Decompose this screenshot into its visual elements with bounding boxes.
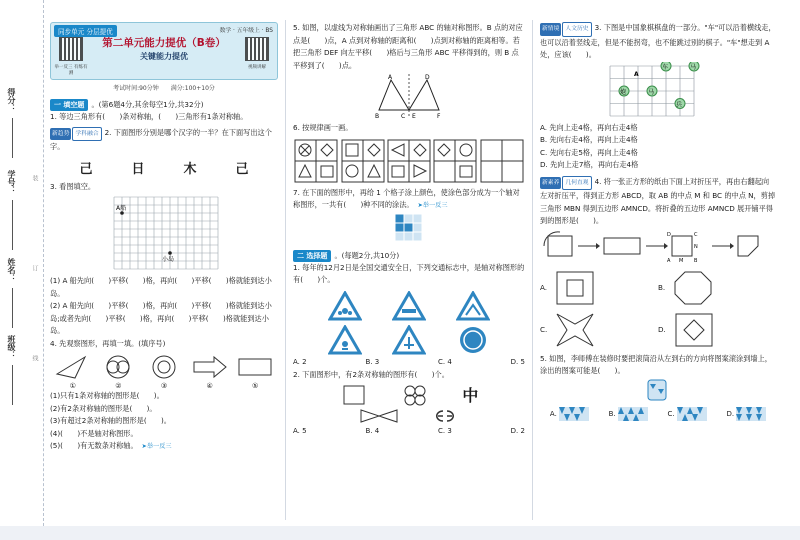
label-target-a: A [634,70,639,78]
choice-1: 1. 每年的12月2日是全国交通安全日，下列交通标志中，是轴对称图形的有( )个。 [293,262,525,284]
label-soldier: 兵 [676,101,683,108]
c4-option-b-label: B. [658,283,666,292]
choice-3 [540,22,776,62]
fold-label-m: M [679,257,684,264]
c5-option-a[interactable] [550,407,589,421]
unit-header [50,22,278,80]
pattern-4 [433,139,477,183]
shape-rings [100,354,136,380]
page-21 [540,22,776,421]
q2-badge: 新趋势 [50,128,71,141]
fold-label-b: B [694,257,698,264]
triangle-abc [379,80,409,110]
choice-2-option-b[interactable]: B. 4 [365,427,380,435]
label-horse: 马 [690,63,697,71]
shape-label-5: ⑤ [252,382,259,390]
fold-arrow-1 [544,231,560,245]
choice-4 [540,176,776,228]
header-tag: 同步单元 分层提优 [54,25,117,37]
q4-line-4: (4)( )不是轴对称图形。 [50,428,138,438]
q4-shape-labels [50,382,278,390]
question-5: 5. 如图，以虚线为对称轴画出了三角形 ABC 的轴对称图形。B 点的对应点是( )点，A 点到对称轴的距离和( )点到对称轴的距离相等。若把三角形 DEF 向左平移( )格后与三角形 ABC 平移得到的，则 B 点平移到了( )点。 [293,23,523,70]
grid-map [50,193,278,273]
fold-label-c: C [694,231,698,238]
choice-1-option-a[interactable]: A. 2 [293,357,307,366]
pattern-3 [387,139,431,183]
c5-option-a-label: A. [549,409,557,418]
q4-line-2: (2)有2条对称轴的图形是( )。 [50,403,157,413]
fold-step-3 [672,236,692,256]
choice-1-options [293,358,525,366]
pattern-2 [341,139,385,183]
student-no-line [12,200,13,250]
c3-badge: 新情境 [540,23,561,36]
shape-label-3: ③ [160,382,168,390]
subject-label: 数学 · 五年级上 · BS [219,28,273,34]
q4-line-3: (3)有超过2条对称轴的图形是( )。 [50,416,171,425]
c4-option-d-label: D. [658,325,666,334]
shape-label-1: ① [69,382,76,390]
page-subtitle: 关键能力提优 [140,52,188,61]
sign-icon-6 [456,325,490,355]
q7-figure-wrap [293,213,525,243]
fold-step-1 [548,236,572,256]
q2-badge-2: 学科融合 [72,127,101,142]
choice-2-figures-row-2 [343,408,475,424]
choice-2-option-a[interactable]: A. 5 [293,427,307,435]
fold-step-4 [738,236,758,256]
c5-option-b[interactable] [609,407,648,421]
q4-practice-link[interactable]: ➤举一反三 [141,443,172,450]
label-horse-2: 马 [648,88,655,96]
question-6: 6. 按规律画一画。 [293,123,353,132]
column-divider-2 [532,20,533,520]
q2-text: 2. 下面图形分别是哪个汉字的一半？在下面写出这个字。 [50,127,272,151]
choice-1-option-c[interactable]: C. 4 [438,357,452,366]
choice-2: 2. 下面图形中，有2条对称轴的图形有( )个。 [293,369,449,379]
c4-option-a-shape [553,268,597,308]
q3-line-2: (2) A 船先向( )平移( )格，再向( )平移( )格就能到达小岛;或者先向( )平移( )格，再向( )平移( )格就能到达小岛。 [50,301,272,335]
name-label: 姓名： [7,258,16,282]
choice-2-figures-row-1 [323,383,495,406]
fold-label-d: D [667,231,671,238]
c5-option-c-label: C. [667,409,675,418]
cut-char-1: 装 [31,175,38,181]
half-char-1: 己 [79,161,93,177]
exam-info: 考试时间:90分钟 满分:100+10分 [113,85,215,92]
c5-option-b-label: B. [608,409,616,418]
class-label: 班级： [7,335,16,359]
section-fill-tag: 一 填空题 [50,99,88,111]
label-cannon: 炮 [620,88,627,96]
q4-line-5 [50,440,278,454]
q4-line-5-text: (5)( )有无数条对称轴。 [50,441,138,450]
c3-option-a[interactable]: A. 先向上走4格，再向右走4格 [540,122,638,132]
half-char-4: 己 [235,161,249,177]
triangle-def [409,80,439,110]
c4-option-a-label: A. [540,283,548,292]
figure-character: 中 [462,386,479,405]
pattern-1 [294,139,338,183]
choice-1-option-d[interactable]: D. 5 [510,357,525,366]
c3-option-d[interactable]: D. 先向上走7格，再向右走4格 [540,160,639,169]
c3-option-b[interactable]: B. 先向右走4格，再向上走4格 [540,135,638,144]
choice-2-option-c[interactable]: C. 3 [438,427,452,435]
page-title: 第二单元能力提优（B卷） [102,37,226,49]
shape-rectangle [237,354,273,380]
sign-icon-2 [392,291,426,321]
class-line [12,365,13,405]
score-label: 得分： [7,88,16,112]
c5-option-c-pattern [677,407,707,421]
c4-text: 4. 将一张正方形的纸由下面上对折压平，再由右翻起向左对折压平，得到正方形 ABCD，取 AB 的中点 M 和 BC 的中点 N，剪掉三角形 MBN 得到五边形 AMNCD。将折叠的五边形 AMNCD 展开铺平得到的图形是( )。 [540,176,776,225]
section-fill-blank [50,99,278,111]
cut-char-2: 订 [31,265,38,271]
sign-icon-1 [328,291,362,321]
c5-option-d-pattern [736,407,766,421]
cut-char-3: 线 [31,355,38,361]
figure-four-circles [401,384,429,406]
q7-text: 7. 在下面的图形中，再给 1 个格子涂上颜色，使涂色部分成为一个轴对称图形，一共有( )种不同的涂法。 [293,187,520,209]
chess-board [540,62,776,120]
figure-mirror-e [430,408,460,424]
c4-option-d-shape [672,310,716,350]
student-no-label: 学号： [7,170,16,194]
q7-grid[interactable] [394,213,424,243]
sign-icon-3 [456,291,490,321]
c4-badge: 新素养 [540,177,561,190]
c5-option-d[interactable] [726,407,766,421]
binding-strip [0,0,44,526]
figure-bowtie [359,408,399,424]
footer-bar [0,526,800,540]
fold-step-2 [604,238,640,254]
qr-code-right[interactable] [245,37,269,61]
choice-5: 5. 如图，李师傅在装修时要把滚筒沿从左到右的方向将图案滚涂到墙上，涂出的图案可能是( )。 [540,353,772,375]
shape-circles [146,354,182,380]
c5-option-b-pattern [618,407,648,421]
pattern-answer[interactable] [480,139,524,183]
c5-option-a-pattern [559,407,589,421]
traffic-signs-row-1 [313,291,505,321]
shape-label-2: ② [115,382,122,390]
c4-option-a[interactable] [540,268,658,308]
question-4: 4. 先观察图形，再填一填。(填序号) [50,338,166,348]
label-chariot: 车 [662,63,669,71]
question-2 [50,127,278,154]
half-characters [60,158,268,177]
traffic-signs-row-2 [313,325,505,355]
c4-option-b-shape [671,268,715,308]
section-choice-desc: 。(每题2分,共10分) [334,250,400,260]
section-fill-desc: 。(第6题4分,其余每空1分,共32分) [91,100,204,109]
q3-line-1: (1) A 船先向( )平移( )格，再向( )平移( )格就能到达小岛。 [50,276,272,298]
q6-pattern [293,139,525,183]
c4-options [540,268,776,350]
half-char-3: 木 [183,161,197,177]
island-point [168,251,172,255]
q5-triangles [293,72,525,120]
point-e: E [412,113,416,120]
c3-option-c[interactable]: C. 先向右走5格，再向上走4格 [540,147,638,157]
page-20 [293,22,525,435]
fold-steps [540,228,776,264]
score-line [12,118,13,158]
roller-figure [540,378,776,402]
shape-label-4: ④ [206,382,213,390]
fold-label-a: A [667,257,671,264]
choice-2-options [293,427,525,435]
column-divider-1 [285,20,286,520]
q4-shapes [50,354,278,380]
sign-icon-4 [328,325,362,355]
qr-right-caption: 视频讲解 [248,65,266,70]
page-19 [50,22,278,454]
question-7 [293,187,525,213]
section-choice [293,250,525,262]
c4-option-c-shape [553,310,597,350]
choice-1-option-b[interactable]: B. 3 [365,357,380,366]
shape-arrow [192,354,228,380]
point-a: A [388,74,393,81]
section-choice-tag: 二 选择题 [293,250,331,262]
c3-text: 3. 下图是中国象棋棋盘的一部分。"车"可以沿着横线走，也可以沿着竖线走，但是不能拐弯，也不能跳过别的棋子。"车"想走到 A 处，应该( )。 [540,23,776,59]
c5-option-d-label: D. [726,409,735,418]
c4-option-d[interactable] [658,310,776,350]
point-c: C [401,113,406,120]
q7-practice-link[interactable]: ➤举一反三 [417,202,448,209]
half-char-2: 日 [131,161,145,177]
ship-label: A船 [116,205,127,212]
c5-options [540,407,776,421]
figure-square [340,384,368,406]
c4-option-c[interactable] [540,310,658,350]
c4-option-c-label: C. [540,325,548,334]
island-label: 小岛 [162,256,175,263]
question-3: 3. 看图填空。 [50,181,96,191]
name-line [12,288,13,328]
shape-triangle [55,354,91,380]
point-d: D [425,74,430,81]
choice-2-option-d[interactable]: D. 2 [510,427,525,435]
c4-badge-2: 几何直观 [562,176,591,191]
c5-option-c[interactable] [667,407,706,421]
c4-option-b[interactable] [658,268,776,308]
c3-badge-2: 人文历史 [562,22,591,37]
point-b: B [375,113,380,120]
question-1: 1. 等边三角形有( )条对称轴，( )三角形有1条对称轴。 [50,112,248,121]
qr-left-caption: 举一反三 有练有测 [54,65,88,76]
sign-icon-5 [392,325,426,355]
fold-label-n: N [694,243,698,250]
q4-line-1: (1)只有1条对称轴的图形是( )。 [50,391,164,400]
point-f: F [437,113,441,120]
